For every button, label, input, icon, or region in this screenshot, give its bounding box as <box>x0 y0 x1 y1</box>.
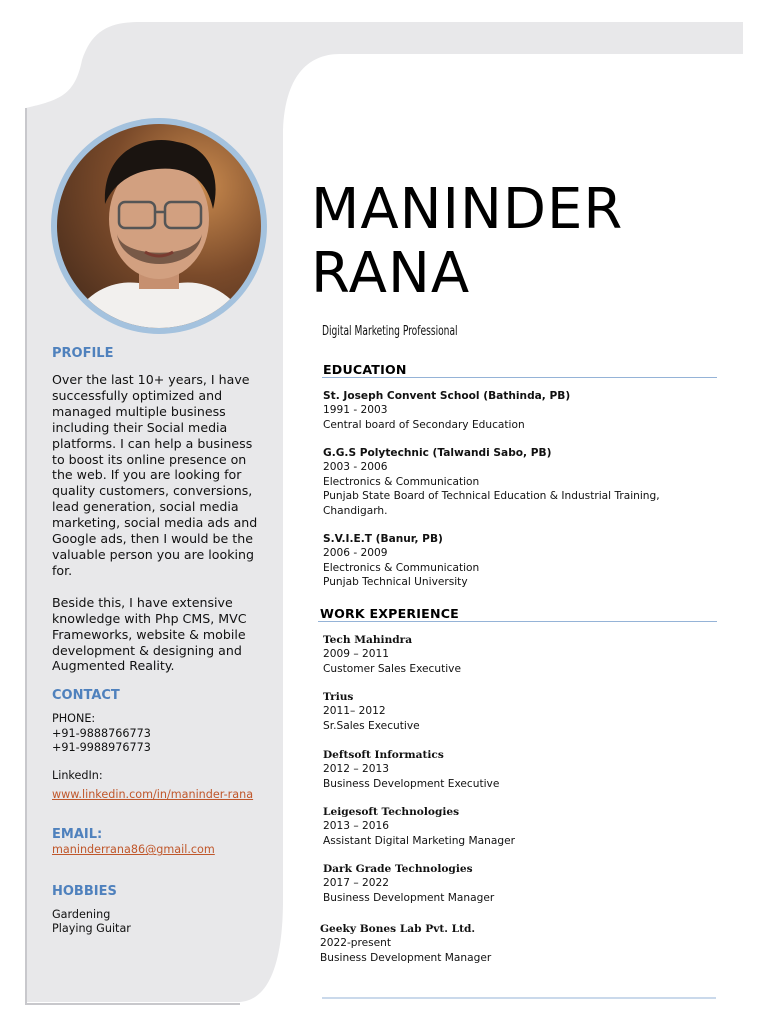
work-role: Business Development Executive <box>323 777 500 790</box>
work-entry <box>323 690 703 733</box>
work-years: 2009 – 2011 <box>323 648 389 661</box>
job-title: Digital Marketing Professional <box>322 324 458 339</box>
linkedin-label: LinkedIn: <box>52 768 103 782</box>
company-name: Dark Grade Technologies <box>323 863 473 875</box>
work-entry <box>323 805 703 848</box>
hobby-item: Playing Guitar <box>52 922 131 936</box>
sidebar <box>52 346 267 937</box>
school-detail: Electronics & Communication <box>323 475 480 488</box>
hobby-item: Gardening <box>52 908 111 922</box>
school-years: 2006 - 2009 <box>323 547 388 560</box>
profile-photo <box>57 124 261 328</box>
work-years: 2013 – 2016 <box>323 820 389 833</box>
profile-photo-frame <box>51 118 267 334</box>
school-name: G.G.S Polytechnic (Talwandi Sabo, PB) <box>323 447 552 459</box>
work-role: Business Development Manager <box>320 951 492 964</box>
email-heading: EMAIL: <box>52 827 103 843</box>
work-role: Customer Sales Executive <box>323 662 461 675</box>
work-heading: WORK EXPERIENCE <box>320 606 459 621</box>
work-years: 2012 – 2013 <box>323 763 389 776</box>
school-detail: Central board of Secondary Education <box>323 418 525 431</box>
education-entry <box>323 532 703 590</box>
name-first: MANINDER <box>311 177 624 242</box>
profile-paragraph-2: Beside this, I have extensive knowledge with Php CMS, MVC Frameworks, website & mobile development & designing and Augmented Reality. <box>52 594 247 674</box>
work-entry <box>323 748 703 791</box>
work-years: 2022-present <box>320 937 392 950</box>
profile-heading: PROFILE <box>52 346 114 361</box>
hobbies-heading: HOBBIES <box>52 884 117 900</box>
work-years: 2011– 2012 <box>323 705 386 718</box>
phone-number-1: +91-9888766773 <box>52 726 151 740</box>
email-link[interactable]: maninderrana86@gmail.com <box>52 843 215 857</box>
linkedin-link[interactable]: www.linkedin.com/in/maninder-rana <box>52 788 254 802</box>
education-heading: EDUCATION <box>323 362 407 377</box>
school-name: St. Joseph Convent School (Bathinda, PB) <box>323 390 571 402</box>
work-years: 2017 – 2022 <box>323 877 389 890</box>
company-name: Trius <box>323 691 354 703</box>
phone-number-2: +91-9988976773 <box>52 740 151 754</box>
contact-heading: CONTACT <box>52 688 120 704</box>
school-detail: Electronics & Communication <box>323 561 480 574</box>
school-detail: Punjab State Board of Technical Education & Industrial Training, <box>323 490 660 503</box>
education-rule <box>322 377 717 378</box>
company-name: Deftsoft Informatics <box>323 749 444 761</box>
school-detail: Punjab Technical University <box>323 576 468 589</box>
full-name <box>311 178 731 306</box>
work-entry <box>320 922 700 965</box>
work-entry <box>323 633 703 676</box>
school-years: 1991 - 2003 <box>323 404 388 417</box>
school-name: S.V.I.E.T (Banur, PB) <box>323 533 443 545</box>
work-role: Business Development Manager <box>323 891 495 904</box>
education-entry <box>323 446 703 518</box>
name-last: RANA <box>311 241 471 306</box>
school-years: 2003 - 2006 <box>323 461 388 474</box>
work-role: Assistant Digital Marketing Manager <box>323 834 515 847</box>
education-entry <box>323 389 703 432</box>
work-entry <box>323 862 703 905</box>
company-name: Geeky Bones Lab Pvt. Ltd. <box>320 923 476 935</box>
school-detail: Chandigarh. <box>323 504 388 517</box>
company-name: Tech Mahindra <box>323 634 413 646</box>
profile-paragraph-1: Over the last 10+ years, I have successfully optimized and managed multiple business including their Social media platforms. I can help a business to boost its online presence on the web. If you are looking for quality customers, conversions, lead generation, social media marketing, social media ads and Google ads, then I would be the valuable person you are looking for. <box>52 372 258 578</box>
phone-label: PHONE: <box>52 712 96 726</box>
work-role: Sr.Sales Executive <box>323 719 420 732</box>
company-name: Leigesoft Technologies <box>323 806 460 818</box>
work-rule <box>318 621 717 622</box>
